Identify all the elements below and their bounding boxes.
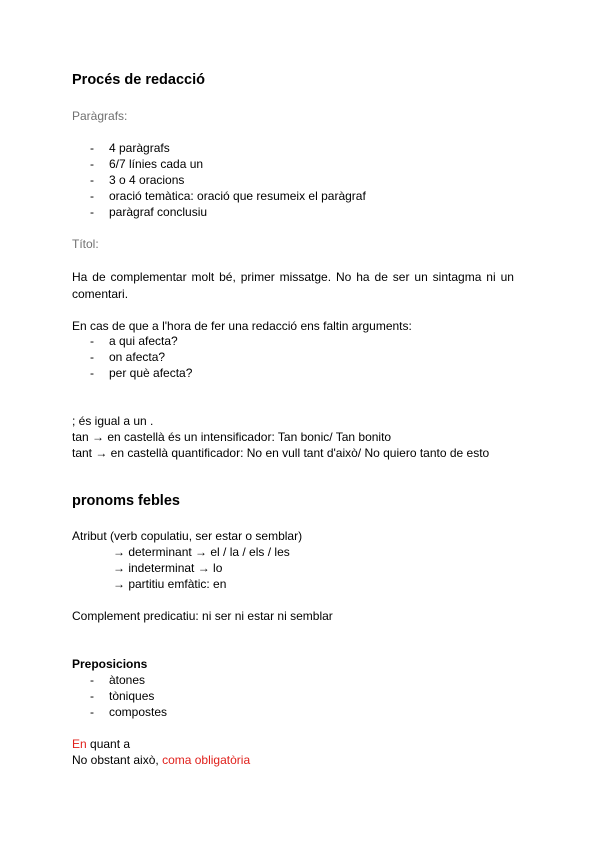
- titol-heading: Títol:: [72, 237, 99, 251]
- en-red-word: En: [72, 737, 87, 751]
- arrow-item: → partitiu emfàtic: en: [113, 577, 227, 591]
- list-item: 3 o 4 oracions: [109, 173, 185, 187]
- list-item: compostes: [109, 705, 168, 719]
- list-item: tòniques: [109, 689, 155, 703]
- list-item: 4 paràgrafs: [109, 141, 170, 155]
- complement-line: Complement predicatiu: ni ser ni estar ni semblar: [72, 609, 333, 623]
- list-item: on afecta?: [109, 350, 166, 364]
- titol-body-line1: Ha de complementar molt bé, primer missatge. No ha de ser un sintagma ni un: [72, 270, 514, 284]
- arguments-intro: En cas de que a l'hora de fer una redacció ens faltin arguments:: [72, 319, 412, 333]
- note-line-2: tan → en castellà és un intensificador: Tan bonic/ Tan bonito: [72, 430, 392, 444]
- atribut-line: Atribut (verb copulatiu, ser estar o semblar): [72, 529, 303, 543]
- no-obstant-line: [72, 752, 250, 768]
- no-obstant-text: No obstant això,: [72, 753, 163, 767]
- bullet-dash: -: [90, 173, 94, 187]
- note-line-1: ; és igual a un .: [72, 414, 154, 428]
- bullet-dash: -: [90, 141, 94, 155]
- bullet-dash: -: [90, 189, 94, 203]
- bullet-dash: -: [90, 673, 94, 687]
- bullet-dash: -: [90, 350, 94, 364]
- list-item: àtones: [109, 673, 146, 687]
- bullet-dash: -: [90, 205, 94, 219]
- coma-obligatoria: coma obligatòria: [162, 753, 251, 767]
- list-item: per què afecta?: [109, 366, 193, 380]
- page-title: Procés de redacció: [72, 72, 205, 88]
- list-item: a qui afecta?: [109, 334, 178, 348]
- note-line-3: tant → en castellà quantificador: No en vull tant d'això/ No quiero tanto de esto: [72, 446, 490, 460]
- en-quant-rest: quant a: [86, 737, 131, 751]
- paragrafs-heading: Paràgrafs:: [72, 109, 128, 123]
- bullet-dash: -: [90, 366, 94, 380]
- arrow-item: → determinant → el / la / els / les: [113, 545, 290, 559]
- titol-body-line2: comentari.: [72, 287, 129, 301]
- pronoms-heading: pronoms febles: [72, 493, 180, 509]
- list-item: oració temàtica: oració que resumeix el paràgraf: [109, 189, 366, 203]
- en-quant-line: [72, 736, 130, 752]
- bullet-dash: -: [90, 689, 94, 703]
- preposicions-heading: Preposicions: [72, 657, 148, 671]
- bullet-dash: -: [90, 334, 94, 348]
- list-item: paràgraf conclusiu: [109, 205, 208, 219]
- bullet-dash: -: [90, 157, 94, 171]
- list-item: 6/7 línies cada un: [109, 157, 204, 171]
- arrow-item: → indeterminat → lo: [113, 561, 223, 575]
- bullet-dash: -: [90, 705, 94, 719]
